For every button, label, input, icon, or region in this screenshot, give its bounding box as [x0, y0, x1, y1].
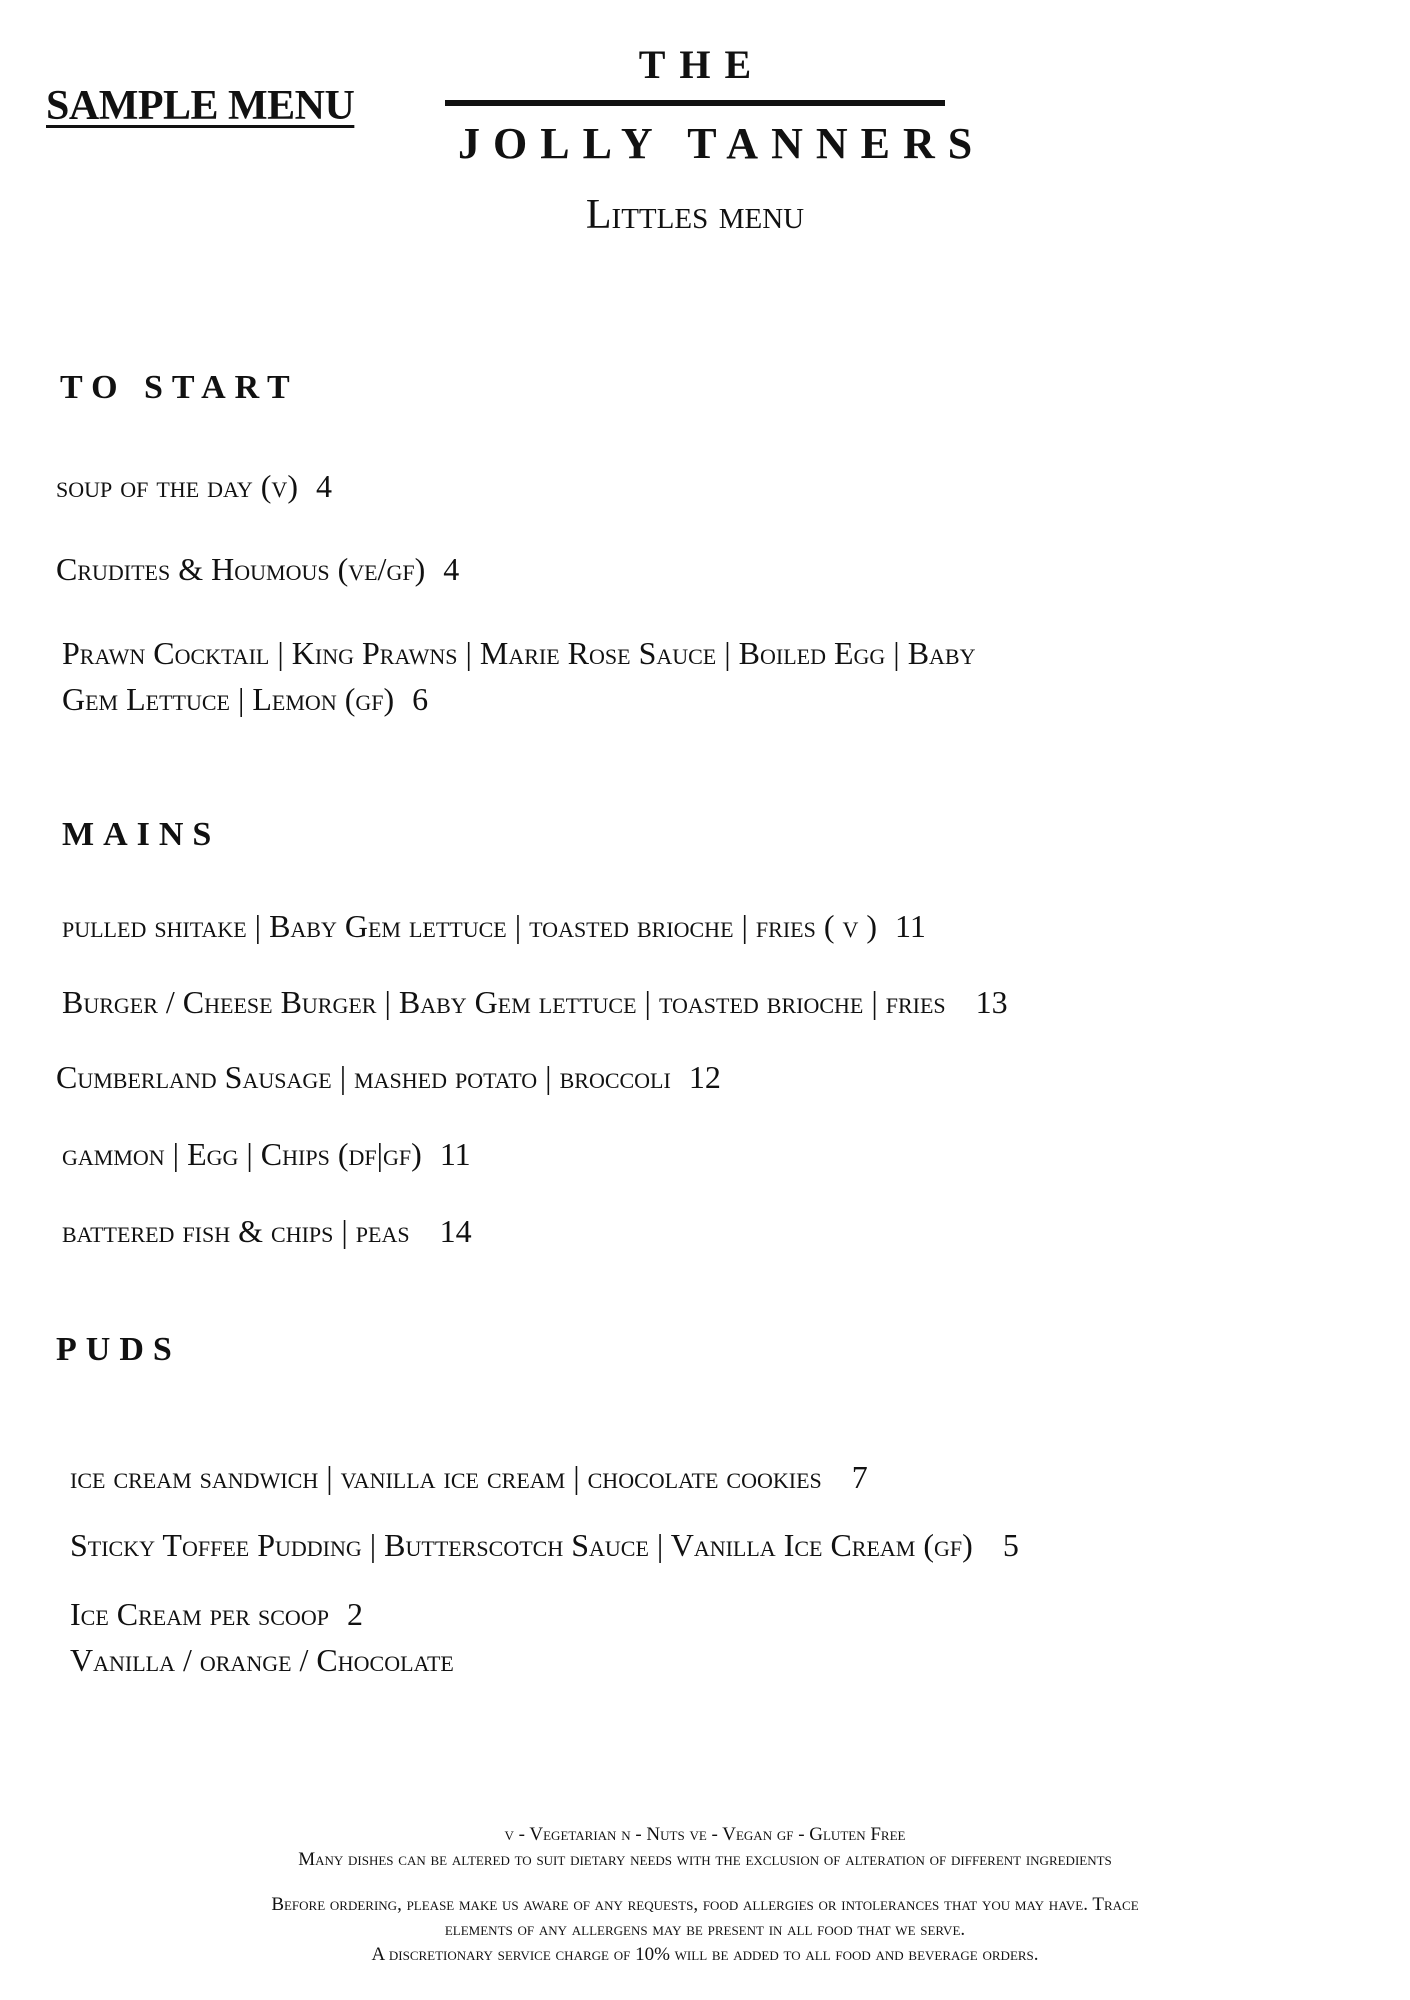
menu-title: Littles menu	[585, 192, 805, 238]
menu-item	[56, 463, 332, 509]
item-price: 4	[443, 551, 460, 587]
menu-item	[70, 1591, 454, 1683]
section-heading-puds: PUDS	[56, 1331, 181, 1368]
dietary-note: Many dishes can be altered to suit dietary needs with the exclusion of alteration of different ingredients	[298, 1849, 1112, 1870]
item-name: pulled shitake | Baby Gem lettuce | toasted brioche | fries ( v )	[62, 908, 878, 944]
dietary-key: v - Vegetarian n - Nuts ve - Vegan gf - Gluten Free	[504, 1824, 906, 1845]
brand-divider	[445, 100, 945, 106]
item-name: Crudites & Houmous (ve/gf)	[56, 551, 426, 587]
menu-item	[70, 1522, 1019, 1568]
item-name: Ice Cream per scoop	[70, 1596, 329, 1632]
brand-the: THE	[638, 42, 766, 87]
item-price: 12	[688, 1059, 721, 1095]
item-name: battered fish & chips | peas	[62, 1213, 410, 1249]
allergy-note: Before ordering, please make us aware of any requests, food allergies or intolerances that you may have. Trace	[271, 1894, 1139, 1915]
menu-item	[62, 630, 976, 722]
menu-item	[70, 1454, 868, 1500]
item-price: 4	[315, 468, 332, 504]
menu-item	[62, 903, 926, 949]
allergy-note-continued: elements of any allergens may be present in all food that we serve.	[444, 1919, 966, 1940]
footer-key-block	[60, 1822, 1350, 1872]
menu-item	[62, 979, 1008, 1025]
item-price: 6	[412, 681, 429, 717]
item-name: Sticky Toffee Pudding | Butterscotch Sauce | Vanilla Ice Cream (gf)	[70, 1527, 973, 1563]
service-charge-note: A discretionary service charge of 10% will be added to all food and beverage orders.	[371, 1944, 1039, 1965]
sample-menu-label: SAMPLE MENU	[46, 83, 355, 129]
menu-item	[56, 546, 459, 592]
menu-item	[62, 1208, 472, 1254]
item-name: Cumberland Sausage | mashed potato | broccoli	[56, 1059, 671, 1095]
item-price: 13	[975, 984, 1008, 1020]
brand-logo	[445, 40, 986, 240]
item-name: Burger / Cheese Burger | Baby Gem lettuce | toasted brioche | fries	[62, 984, 946, 1020]
item-name: ice cream sandwich | vanilla ice cream | chocolate cookies	[70, 1459, 822, 1495]
item-price: 2	[346, 1596, 363, 1632]
item-name: soup of the day (v)	[56, 468, 298, 504]
item-name: gammon | Egg | Chips (df|gf)	[62, 1136, 422, 1172]
section-heading-mains: MAINS	[62, 816, 221, 853]
section-heading-to-start: TO START	[60, 369, 299, 406]
item-price: 14	[439, 1213, 472, 1249]
item-flavours: Vanilla / orange / Chocolate	[70, 1642, 454, 1678]
item-price: 11	[895, 908, 926, 944]
item-price: 11	[439, 1136, 471, 1172]
menu-item	[56, 1054, 721, 1100]
brand-name: JOLLY TANNERS	[458, 119, 986, 168]
item-name: Prawn Cocktail | King Prawns | Marie Rose Sauce | Boiled Egg | Baby	[62, 635, 976, 671]
menu-item	[62, 1131, 471, 1177]
item-name-continued: Gem Lettuce | Lemon (gf)	[62, 681, 395, 717]
item-price: 5	[1002, 1527, 1019, 1563]
footer-allergy-block	[60, 1892, 1350, 1967]
item-price: 7	[851, 1459, 868, 1495]
